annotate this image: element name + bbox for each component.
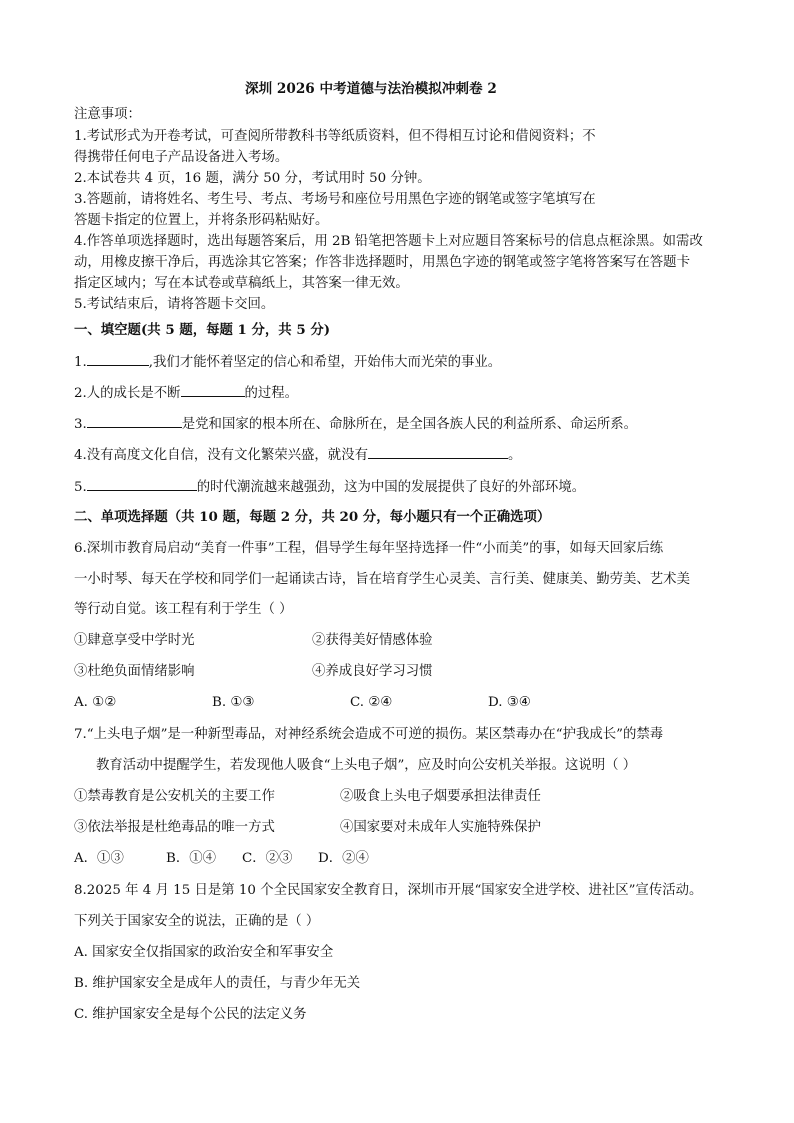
question-7-stem: 教育活动中提醒学生，若发现他人吸食“上头电子烟”，应及时向公安机关举报。这说明（ ） [96,758,637,773]
question-2-prefix: 2.人的成长是不断 [74,386,181,401]
question-6-stem: 6.深圳市教育局启动“美育一件事”工程，倡导学生每年坚持选择一件“小而美”的事，如每天回家后练 [74,541,664,556]
notes-line: 5.考试结束后，请将答题卡交回。 [74,297,275,312]
question-1-text: ,我们才能怀着坚定的信心和希望，开始伟大而光荣的事业。 [148,355,502,370]
question-7-statement-1: ①禁毒教育是公安机关的主要工作 [74,789,275,804]
question-7-stem: 7.“上头电子烟”是一种新型毒品，对神经系统会造成不可逆的损伤。某区禁毒办在“护我成长”的禁毒 [74,727,664,742]
notes-line: 指定区域内；写在本试卷或草稿纸上，其答案一律无效。 [74,276,409,291]
question-6-statement-2: ②获得美好情感体验 [312,633,433,648]
question-6-option-d: D. ③④ [488,695,531,710]
question-4 [74,445,521,465]
notes-line: 得携带任何电子产品设备进入考场。 [74,150,289,165]
question-6-statement-3: ③杜绝负面情绪影响 [74,664,195,679]
question-5-prefix: 5. [74,480,87,495]
question-8-option-c: C. 维护国家安全是每个公民的法定义务 [74,1007,307,1022]
question-7-option-a: A．①③ [74,851,124,866]
notes-heading: 注意事项： [74,107,141,122]
section-heading-single-choice: 二、单项选择题（共 10 题，每题 2 分，共 20 分，每小题只有一个正确选项） [74,509,551,525]
question-8-stem: 8.2025 年 4 月 15 日是第 10 个全民国家安全教育日，深圳市开展“国家安全进学校、进社区”宣传活动。 [74,883,703,898]
question-3 [74,414,637,434]
question-3-prefix: 3. [74,417,87,432]
question-7-statement-4: ④国家要对未成年人实施特殊保护 [340,820,541,835]
question-5 [74,477,585,497]
notes-line: 3.答题前，请将姓名、考生号、考点、考场号和座位号用黑色字迹的钢笔或签字笔填写在 [74,192,596,207]
question-2-text: 的过程。 [244,386,299,401]
answer-blank [368,445,508,459]
question-6-option-a: A. ①② [74,695,117,710]
question-6-option-b: B. ①③ [212,695,255,710]
question-2 [74,383,298,403]
question-7-option-d: D．②④ [318,851,369,866]
notes-line: 1.考试形式为开卷考试，可查阅所带教科书等纸质资料，但不得相互讨论和借阅资料；不 [74,129,596,144]
question-6-statement-1: ①肆意享受中学时光 [74,633,195,648]
question-8-stem: 下列关于国家安全的说法，正确的是（ ） [74,914,320,929]
question-4-text: 。 [507,448,522,463]
section-heading-fill-blank: 一、填空题(共 5 题，每题 1 分，共 5 分) [74,322,331,338]
question-7-statement-3: ③依法举报是杜绝毒品的唯一方式 [74,820,275,835]
question-6-stem: 等行动自觉。该工程有利于学生（ ） [74,602,293,617]
question-5-text: 的时代潮流越来越强劲，这为中国的发展提供了良好的外部环境。 [196,480,586,495]
question-8-option-a: A. 国家安全仅指国家的政治安全和军事安全 [74,945,334,960]
question-7-option-b: B．①④ [166,851,217,866]
question-7-statement-2: ②吸食上头电子烟要承担法律责任 [340,789,541,804]
notes-line: 动，用橡皮擦干净后，再选涂其它答案；作答非选择题时，用黑色字迹的钢笔或签字笔将答案写在答题卡 [74,255,690,270]
question-3-text: 是党和国家的根本所在、命脉所在，是全国各族人民的利益所系、命运所系。 [181,417,638,432]
notes-line: 4.作答单项选择题时，选出每题答案后，用 2B 铅笔把答题卡上对应题目答案标号的信息点框涂黑。如需改 [74,234,703,249]
question-4-prefix: 4.没有高度文化自信，没有文化繁荣兴盛，就没有 [74,448,368,463]
answer-blank [87,477,197,491]
question-6-statement-4: ④养成良好学习习惯 [312,664,433,679]
question-7-option-c: C．②③ [242,851,293,866]
question-6-option-c: C. ②④ [350,695,393,710]
exam-title: 深圳 2026 中考道德与法治模拟冲刺卷 2 [245,81,497,97]
question-1 [74,352,501,372]
answer-blank [181,383,245,397]
answer-blank [87,352,149,366]
answer-blank [87,414,182,428]
question-6-stem: 一小时琴、每天在学校和同学们一起诵读古诗，旨在培育学生心灵美、言行美、健康美、勤劳美、艺术美 [74,572,690,587]
notes-line: 2.本试卷共 4 页，16 题，满分 50 分，考试用时 50 分钟。 [74,171,431,186]
question-8-option-b: B. 维护国家安全是成年人的责任，与青少年无关 [74,976,361,991]
notes-line: 答题卡指定的位置上，并将条形码粘贴好。 [74,213,329,228]
question-1-prefix: 1. [74,355,87,370]
